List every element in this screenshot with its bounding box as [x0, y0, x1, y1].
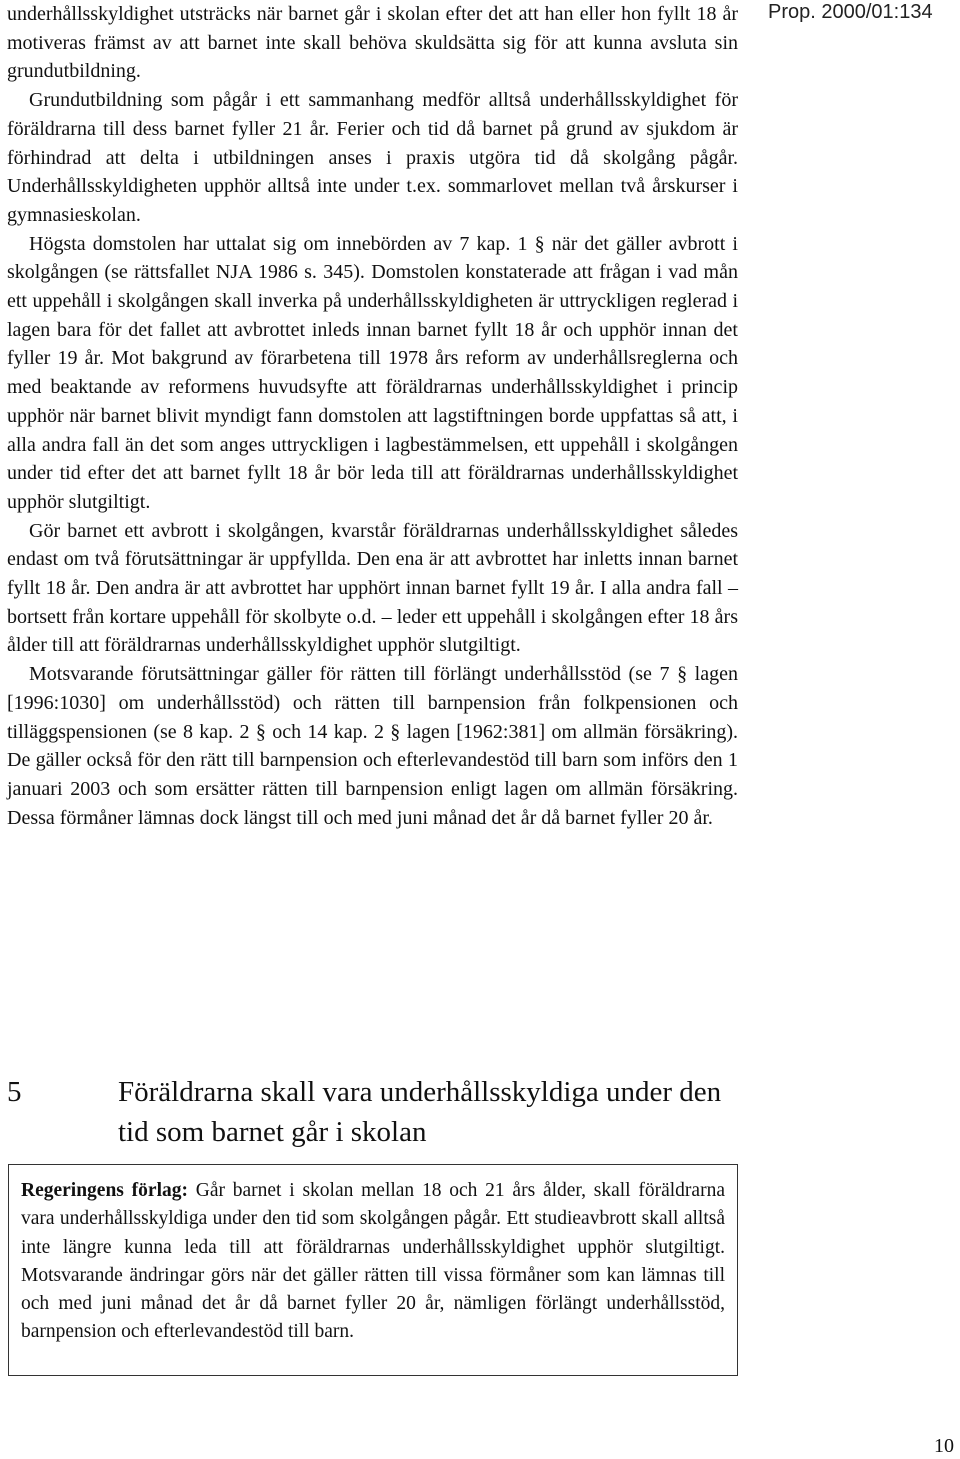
paragraph-avbrott: Gör barnet ett avbrott i skolgången, kvarstår föräldrarnas underhållsskyldighet således endast om två förutsättningar är uppfyllda. Den ena är att avbrottet har inletts innan barnet fyllt 18 år. Den andra är att avbrottet har upphört innan barnet fyllt 19 år. I alla andra fall – bortsett från kortare uppehåll för skolbyte o.d. – leder ett uppehåll i skolgången efter 18 års ålder till att föräldrarnas underhållsskyldighet upphör slutgiltigt. — [7, 519, 738, 657]
proposal-text — [21, 1177, 725, 1347]
body-text — [7, 0, 738, 832]
section-number: 5 — [7, 1076, 22, 1108]
section-title: Föräldrarna skall vara underhållsskyldiga under den tid som barnet går i skolan — [118, 1076, 722, 1148]
paragraph-continuation: underhållsskyldighet utsträcks när barnet går i skolan efter det att han eller hon fyllt 18 år motiveras främst av att barnet inte skall behöva skuldsätta sig för att kunna avsluta sin grundutbildning. — [7, 3, 738, 83]
paragraph-motsvarande: Motsvarande förutsättningar gäller för rätten till förlängt underhållsstöd (se 7 § lagen [1996:1030] om underhållsstöd) och rätten till barnpension från folkpensionen och tilläggspensionen (se 8 kap. 2 § och 14 kap. 2 § lagen [1962:381] om allmän försäkring). De gäller också för den rätt till barnpension och efterlevandestöd till barn som införs den 1 januari 2003 och som ersätter rätten till barnpension enligt lagen om allmän försäkring. Dessa förmåner lämnas dock längst till och med juni månad det år då barnet fyller 20 år. — [7, 663, 738, 829]
paragraph-grundutbildning: Grundutbildning som pågår i ett sammanhang medför alltså underhållsskyldighet för föräldrarna till dess barnet fyller 21 år. Ferier och tid då barnet på grund av sjukdom är förhindrad att delta i utbildningen anses i praxis utgöra tid då skolgång pågår. Underhållsskyldigheten upphör alltså inte under t.ex. sommarlovet mellan två årskurser i gymnasieskolan. — [7, 89, 738, 226]
running-head: Prop. 2000/01:134 — [768, 1, 933, 23]
proposal-box — [8, 1164, 738, 1376]
proposal-body: Går barnet i skolan mellan 18 och 21 års ålder, skall föräldrarna vara underhållsskyldiga under den tid som skolgången pågår. Ett studieavbrott skall alltså inte längre kunna leda till att föräldrarnas underhållsskyldighet upphör slutgiltigt. Motsvarande ändringar görs när det gäller rätten till vissa förmåner som kan lämnas till och med juni månad det år då barnet fyller 20 år, nämligen förlängt underhållsstöd, barnpension och efterlevandestöd till barn. — [21, 1180, 725, 1343]
page-number: 10 — [934, 1435, 954, 1457]
proposal-label: Regeringens förlag: — [21, 1180, 188, 1201]
paragraph-hogsta-domstolen: Högsta domstolen har uttalat sig om innebörden av 7 kap. 1 § när det gäller avbrott i skolgången (se rättsfallet NJA 1986 s. 345). Domstolen konstaterade att frågan i vad mån ett uppehåll i skolgången skall inverka på underhållsskyldigheten är uttryckligen reglerad i lagen bara för det fallet att avbrottet inleds innan barnet fyllt 18 år och upphör innan det fyller 19 år. Mot bakgrund av förarbetena till 1978 års reform av underhållsreglerna och med beaktande av reformens huvudsyfte att föräldrarnas underhållsskyldighet i princip upphör när barnet blivit myndigt fann domstolen att lagstiftningen borde uppfattas så att, i alla andra fall än det som anges uttryckligen i lagbestämmelsen, ett uppehåll i skolgången under tid efter det att barnet fyllt 18 år bör leda till att föräldrarnas underhållsskyldighet upphör slutgiltigt. — [7, 232, 738, 513]
